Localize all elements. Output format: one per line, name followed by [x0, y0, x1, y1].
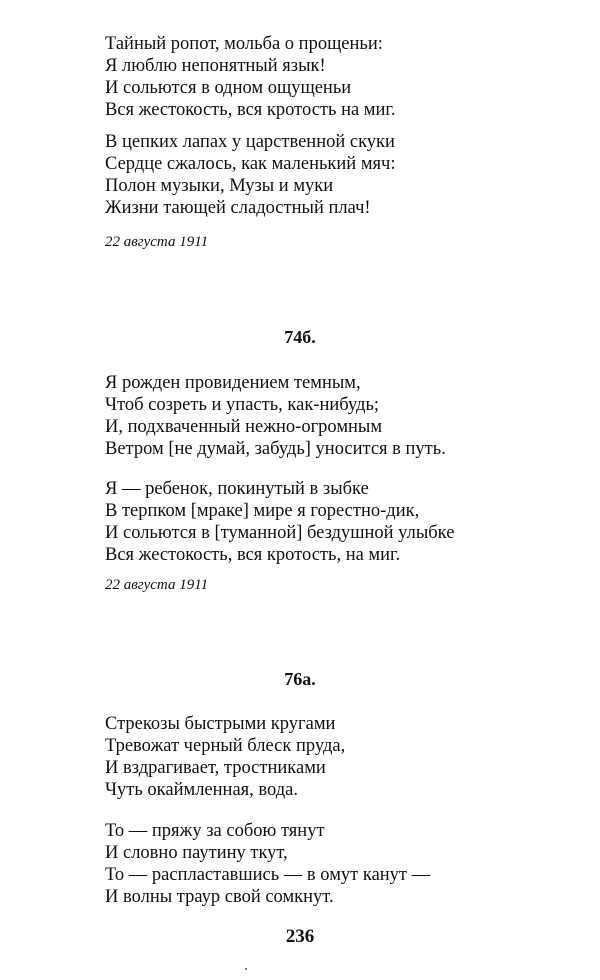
poem-2-date: 22 августа 1911	[105, 577, 209, 593]
verse-line: Тайный ропот, мольба о прощеньи:	[105, 34, 383, 54]
verse-line: И сольются в одном ощущеньи	[105, 78, 352, 98]
poem-2-heading: 74б.	[284, 327, 316, 347]
verse-line: То — распластавшись — в омут канут —	[105, 865, 431, 885]
verse-line: Вся жестокость, вся кротость, на миг.	[105, 545, 401, 565]
poem-1-date: 22 августа 1911	[105, 234, 209, 250]
verse-line: Я — ребенок, покинутый в зыбке	[105, 479, 369, 499]
verse-line: В цепких лапах у царственной скуки	[105, 132, 395, 152]
verse-line: Жизни тающей сладостный плач!	[105, 198, 371, 218]
verse-line: Я рожден провидением темным,	[105, 373, 361, 393]
poem-3-stanza-2	[105, 820, 430, 908]
verse-line: И словно паутину ткут,	[105, 843, 288, 863]
verse-line: В терпком [мраке] мире я горестно-дик,	[105, 501, 420, 521]
verse-line: Тревожат черный блеск пруда,	[105, 736, 346, 756]
verse-line: То — пряжу за собою тянут	[105, 821, 325, 841]
poem-2-stanza-1	[105, 372, 446, 460]
verse-line: И вздрагивает, тростниками	[105, 758, 326, 778]
verse-line: Полон музыки, Музы и муки	[105, 176, 334, 196]
verse-line: И сольются в [туманной] бездушной улыбке	[105, 523, 455, 543]
verse-line: Вся жестокость, вся кротость на миг.	[105, 100, 396, 120]
verse-line: И, подхваченный нежно-огромным	[105, 417, 383, 437]
poem-3-heading: 76а.	[284, 669, 316, 689]
verse-line: Чтоб созреть и упасть, как-нибудь;	[105, 395, 380, 415]
poem-3-stanza-1	[105, 713, 345, 801]
verse-line: Чуть окаймленная, вода.	[105, 780, 298, 800]
poem-2-stanza-2	[105, 478, 454, 566]
verse-line: Я люблю непонятный язык!	[105, 56, 326, 76]
page-number: 236	[285, 926, 315, 947]
verse-line: Ветром [не думай, забудь] уносится в путь.	[105, 439, 446, 459]
verse-line: И волны траур свой сомкнут.	[105, 887, 334, 907]
verse-line: Стрекозы быстрыми кругами	[105, 714, 336, 734]
scan-speck	[245, 968, 247, 970]
poem-1-stanza-1	[105, 33, 396, 121]
poem-1-stanza-2	[105, 131, 395, 219]
verse-line: Сердце сжалось, как маленький мяч:	[105, 154, 396, 174]
